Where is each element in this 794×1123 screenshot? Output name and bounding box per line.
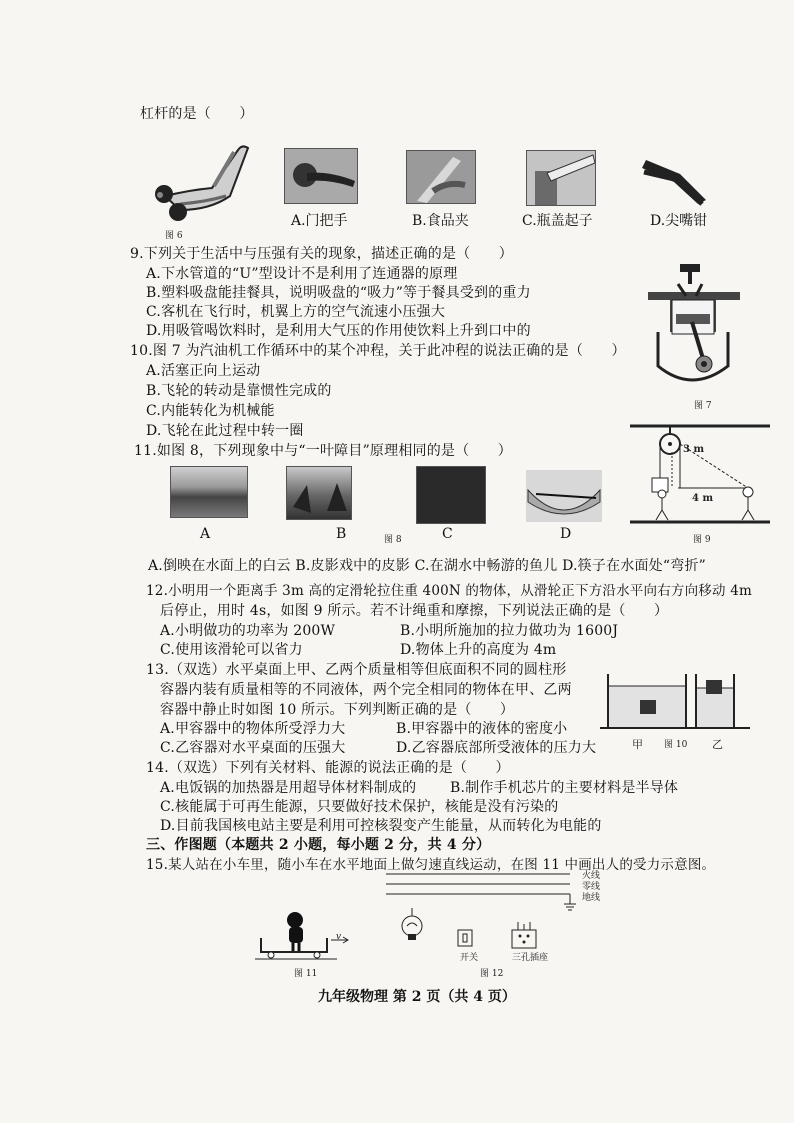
q9-option-c: C.客机在飞行时，机翼上方的空气流速小压强大 — [146, 304, 446, 320]
q12-stem-line2: 后停止，用时 4s，如图 9 所示。若不计绳重和摩擦，下列说法正确的是（ ） — [160, 603, 669, 619]
fig8-photo-b — [286, 466, 352, 520]
q11-options: A.倒映在水面上的白云 B.皮影戏中的皮影 C.在湖水中畅游的鱼儿 D.筷子在水面处“弯折” — [148, 558, 707, 574]
q13-option-d: D.乙容器底部所受液体的压力大 — [396, 740, 597, 756]
fig8-caption: 图 8 — [384, 535, 402, 545]
q10-option-b: B.飞轮的转动是靠惯性完成的 — [146, 383, 332, 399]
page-footer: 九年级物理 第 2 页（共 4 页） — [318, 989, 516, 1005]
fig8-label-a: A — [200, 526, 211, 542]
q13-stem-line1: 13.（双选）水平桌面上甲、乙两个质量相等但底面积不同的圆柱形 — [146, 662, 567, 678]
fig11-caption: 图 11 — [294, 969, 318, 979]
q13-stem-line3: 容器中静止时如图 10 所示。下列判断正确的是（ ） — [160, 702, 515, 718]
q12-option-c: C.使用该滑轮可以省力 — [160, 642, 303, 658]
fig12-caption: 图 12 — [480, 969, 504, 979]
q14-option-d: D.目前我国核电站主要是利用可控核裂变产生能量，从而转化为电能的 — [160, 818, 602, 834]
fig10-caption: 图 10 — [664, 740, 688, 750]
fig12-socket-label: 三孔插座 — [512, 953, 549, 963]
q12-option-b: B.小明所施加的拉力做功为 1600J — [400, 623, 619, 639]
q14-stem: 14.（双选）下列有关材料、能源的说法正确的是（ ） — [146, 760, 510, 776]
pulley-figure — [630, 422, 770, 526]
q10-option-c: C.内能转化为机械能 — [146, 403, 275, 419]
fig6-label-d: D.尖嘴钳 — [650, 213, 708, 229]
q11-stem: 11.如图 8，下列现象中与“一叶障目”原理相同的是（ ） — [134, 443, 512, 459]
fig8-label-d: D — [560, 526, 572, 542]
q13-option-a: A.甲容器中的物体所受浮力大 — [160, 721, 346, 737]
fig7-caption: 图 7 — [694, 401, 712, 411]
door-handle-photo — [284, 148, 358, 204]
wire-neutral-label: 零线 — [582, 882, 601, 892]
fig6-caption: 图 6 — [165, 231, 183, 241]
fig9-width-label: 4 m — [692, 493, 714, 504]
fig6-label-c: C.瓶盖起子 — [522, 213, 593, 229]
q9-stem: 9.下列关于生活中与压强有关的现象，描述正确的是（ ） — [130, 246, 513, 262]
q14-option-c: C.核能属于可再生能源，只要做好技术保护，核能是没有污染的 — [160, 799, 559, 815]
household-circuit-figure — [384, 868, 584, 964]
q13-option-c: C.乙容器对水平桌面的压强大 — [160, 740, 346, 756]
section-3-heading: 三、作图题（本题共 2 小题，每小题 2 分，共 4 分） — [146, 837, 491, 853]
gasoline-engine-figure — [642, 262, 746, 390]
needle-pliers-figure — [640, 150, 712, 206]
q10-option-a: A.活塞正向上运动 — [146, 363, 261, 379]
question-8-tail: 杠杆的是（ ） — [140, 106, 254, 122]
fig6-label-b: B.食品夹 — [412, 213, 469, 229]
fig12-switch-label: 开关 — [460, 953, 479, 963]
q15-stem: 15.某人站在小车里，随小车在水平地面上做匀速直线运动，在图 11 中画出人的受力示意图。 — [146, 857, 716, 873]
fig10-label-jia: 甲 — [632, 738, 643, 751]
fig8-photo-a — [170, 466, 248, 518]
fig11-velocity-label: v — [336, 932, 342, 942]
q12-stem-line1: 12.小明用一个距离手 3m 高的定滑轮拉住重 400N 的物体，从滑轮正下方沿水平向右方向移动 4m — [146, 583, 752, 599]
q13-option-b: B.甲容器中的液体的密度小 — [396, 721, 568, 737]
food-clip-photo — [406, 150, 476, 204]
q12-option-a: A.小明做功的功率为 200W — [160, 623, 336, 639]
wire-ground-label: 地线 — [582, 893, 601, 903]
q13-stem-line2: 容器内装有质量相等的不同液体，两个完全相同的物体在甲、乙两 — [160, 682, 572, 698]
fig6-label-a: A.门把手 — [291, 213, 348, 229]
q9-option-a: A.下水管道的“U”型设计不是利用了连通器的原理 — [146, 266, 458, 282]
fig8-label-b: B — [336, 526, 347, 542]
q10-option-d: D.飞轮在此过程中转一圈 — [146, 423, 304, 439]
fig9-caption: 图 9 — [693, 535, 711, 545]
q10-stem: 10.图 7 为汽油机工作循环中的某个冲程，关于此冲程的说法正确的是（ ） — [130, 343, 626, 359]
q9-option-b: B.塑料吸盘能挂餐具，说明吸盘的“吸力”等于餐具受到的重力 — [146, 285, 531, 301]
arm-lever-figure — [150, 138, 250, 228]
q12-option-d: D.物体上升的高度为 4m — [400, 642, 557, 658]
bottle-opener-photo — [526, 150, 596, 206]
wire-live-label: 火线 — [582, 871, 601, 881]
q14-option-b: B.制作手机芯片的主要材料是半导体 — [450, 780, 679, 796]
q14-option-a: A.电饭锅的加热器是用超导体材料制成的 — [160, 780, 417, 796]
containers-figure — [600, 670, 750, 732]
fig8-label-c: C — [442, 526, 453, 542]
fig9-height-label: 3 m — [683, 444, 705, 455]
q9-option-d: D.用吸管喝饮料时，是利用大气压的作用使饮料上升到口中的 — [146, 323, 531, 339]
fig8-photo-c — [416, 466, 486, 524]
fig10-label-yi: 乙 — [712, 738, 723, 751]
fig8-photo-d — [526, 470, 602, 522]
